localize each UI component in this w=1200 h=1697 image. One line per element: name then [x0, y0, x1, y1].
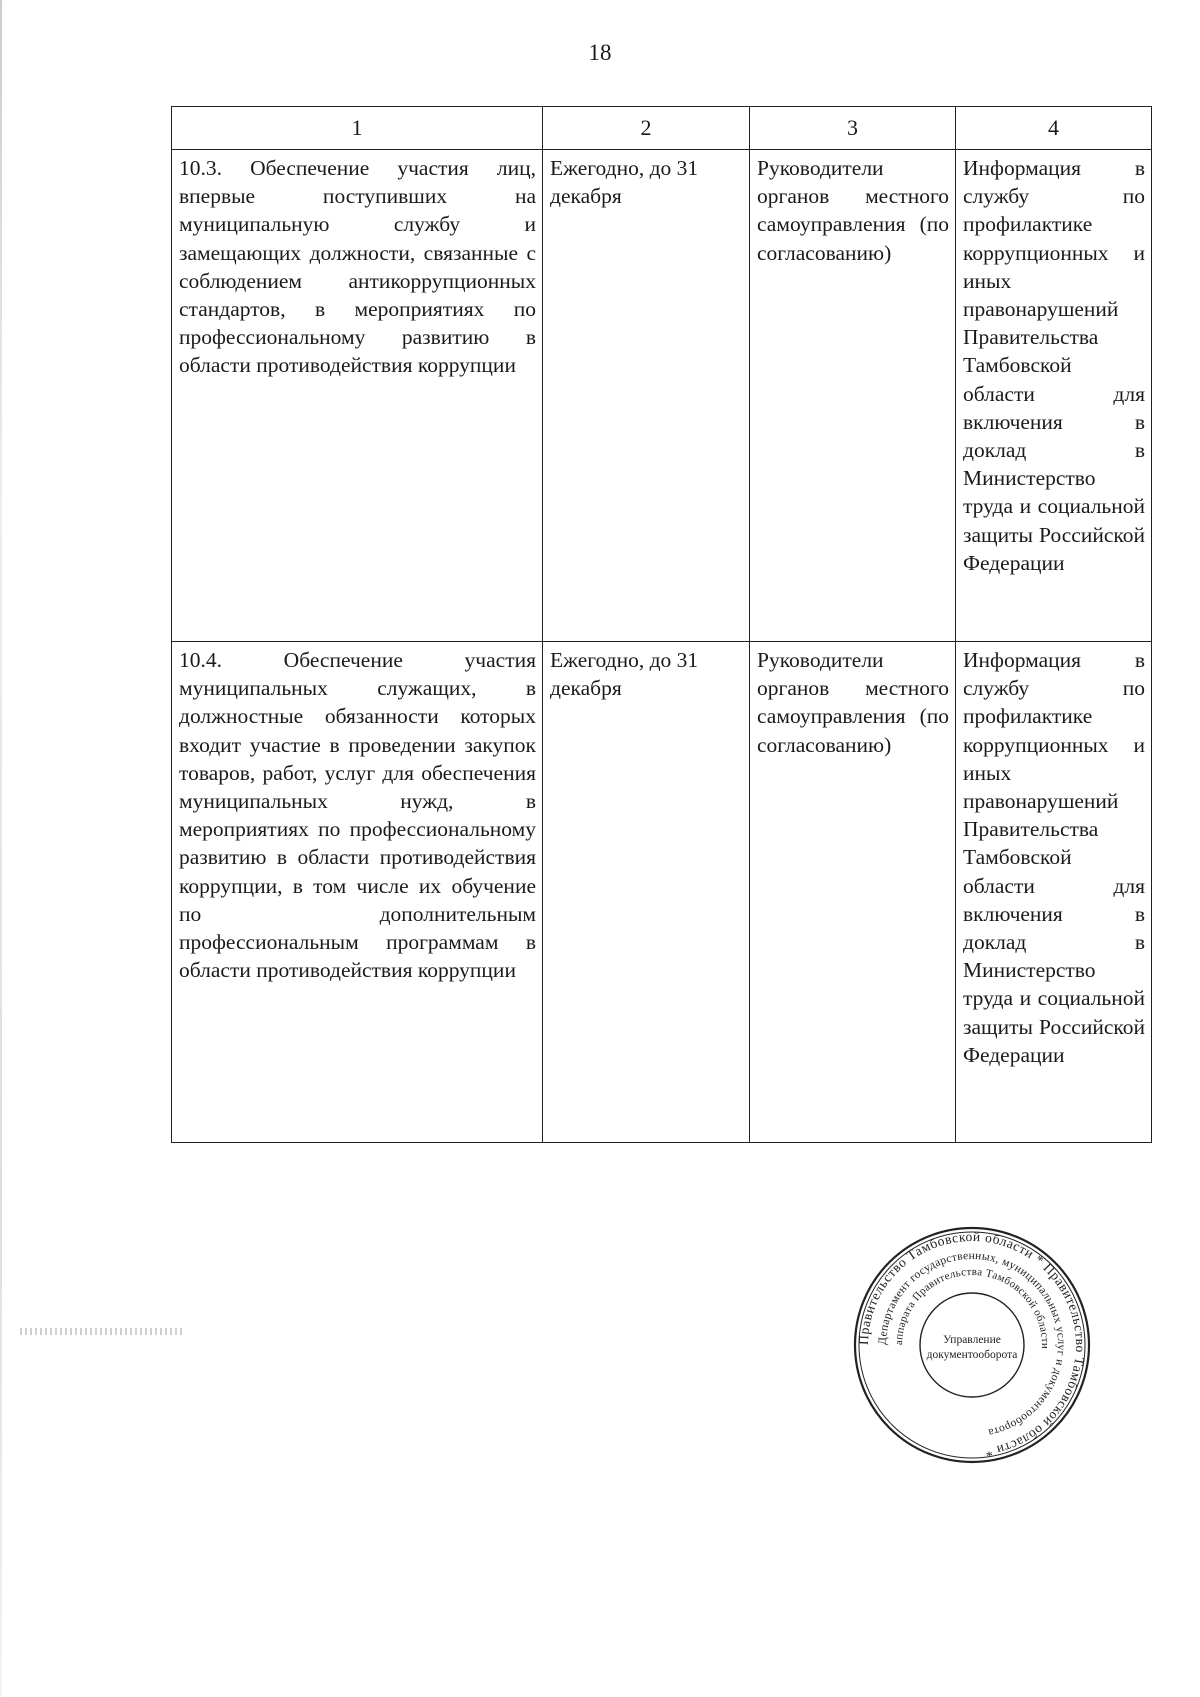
stamp-center-line2: документооборота [926, 1349, 1018, 1361]
stamp-center-line1: Управление [943, 1334, 1001, 1346]
page-number: 18 [588, 40, 612, 65]
header-col-1: 1 [172, 107, 543, 150]
measure-text: 10.4. Обеспечение участия муниципальных служащих, в должностные обязанности которых входит участие в проведении закупок товаров, работ, услуг для обеспечения муниципальных нужд, в мероприятиях по профессиональному развитию в области противодействия коррупции, в том числе их обучение по дополнительным профессиональным программам в области противодействия коррупции [179, 648, 536, 983]
responsible-text: Руководители органов местного самоуправления (по согласованию) [757, 156, 949, 265]
header-row [172, 107, 1152, 150]
stamp-middle-text: Департамент государственных, муниципальных услуг и документооборота [876, 1249, 1068, 1439]
scan-edge [0, 0, 2, 1697]
responsible-text: Руководители органов местного самоуправления (по согласованию) [757, 648, 949, 757]
result-cell [956, 150, 1152, 642]
official-stamp [852, 1225, 1092, 1465]
measure-text: 10.3. Обеспечение участия лиц, впервые поступивших на муниципальную службу и замещающих должности, связанные с соблюдением антикоррупционных стандартов, в мероприятиях по профессиональному развитию в области противодействия коррупции [179, 156, 536, 378]
result-cell [956, 642, 1152, 1143]
stamp-seal [852, 1225, 1092, 1465]
result-text: Информация в службу по профилактике коррупционных и иных правонарушений Правительства Тамбовской области для включения в доклад в Министерство труда и социальной защиты Российской Федерации [963, 156, 1145, 575]
table-row [172, 642, 1152, 1143]
stamp-inner-text: аппарата Правительства Тамбовской области [892, 1265, 1052, 1350]
header-col-2: 2 [543, 107, 750, 150]
responsible-cell [750, 150, 956, 642]
table-row [172, 150, 1152, 642]
deadline-cell [543, 150, 750, 642]
measure-cell [172, 150, 543, 642]
deadline-cell [543, 642, 750, 1143]
header-col-4: 4 [956, 107, 1152, 150]
responsible-cell [750, 642, 956, 1143]
measures-table [171, 106, 1152, 1143]
result-text: Информация в службу по профилактике коррупционных и иных правонарушений Правительства Тамбовской области для включения в доклад в Министерство труда и социальной защиты Российской Федерации [963, 648, 1145, 1067]
header-col-3: 3 [750, 107, 956, 150]
scan-artifact [20, 1318, 185, 1346]
stamp-outer-text: Правительство Тамбовской области * Правительство Тамбовской области * [855, 1228, 1089, 1461]
deadline-text: Ежегодно, до 31 декабря [550, 648, 699, 701]
deadline-text: Ежегодно, до 31 декабря [550, 156, 699, 209]
measure-cell [172, 642, 543, 1143]
